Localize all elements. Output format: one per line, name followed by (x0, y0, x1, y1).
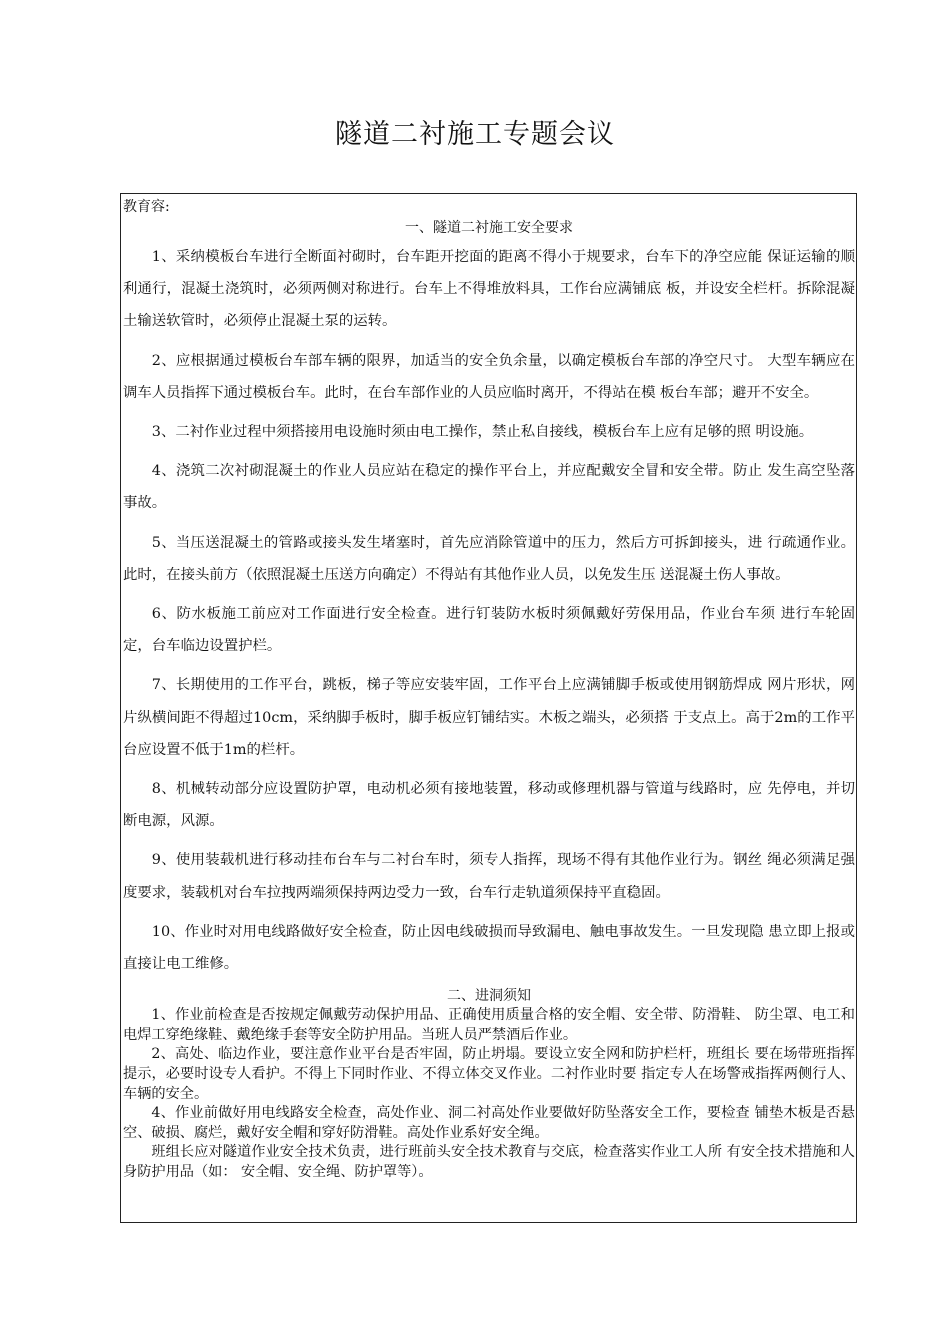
paragraph: 3、二衬作业过程中须搭接用电设施时须由电工操作，禁止私自接线，模板台车上应有足够的照 明设施。 (151, 424, 814, 441)
section-tunnel-entry-notice (123, 987, 855, 1182)
paragraph: 5、当压送混凝土的管路或接头发生堵塞时，首先应消除管道中的压力，然后方可拆卸接头，进 行疏通作业。此时，在接头前方（依照混凝土压送方向确定）不得站有其他作业人员，以免发生压 送混凝土伤人事故。 (123, 534, 855, 583)
content-box (120, 193, 857, 1223)
page-title: 隧道二衬施工专题会议 (335, 119, 615, 150)
section-heading: 一、隧道二衬施工安全要求 (405, 220, 573, 236)
paragraph: 4、作业前做好用电线路安全检查，高处作业、洞二衬高处作业要做好防坠落安全工作，要检查 铺垫木板是否悬空、破损、腐烂，戴好安全帽和穿好防滑鞋。高处作业系好安全绳。 (123, 1105, 855, 1141)
paragraph: 班组长应对隧道作业安全技术负责，进行班前头安全技术教育与交底，检查落实作业工人所 有安全技术措施和人身防护用品（如： 安全帽、安全绳、防护罩等）。 (123, 1144, 855, 1181)
content-label: 教育容: (123, 199, 170, 215)
section-safety-requirements (123, 219, 855, 980)
paragraph: 4、浇筑二次衬砌混凝土的作业人员应站在稳定的操作平台上，并应配戴安全冒和安全带。防止 发生高空坠落事故。 (123, 463, 855, 512)
paragraph: 2、应根据通过模板台车部车辆的限界，加适当的安全负余量，以确定模板台车部的净空尺寸。 大型车辆应在调车人员指挥下通过模板台车。此时，在台车部作业的人员应临时离开，不得站在模 板台车部；避开不安全。 (123, 352, 855, 401)
paragraph: 2、高处、临边作业，要注意作业平台是否牢固，防止坍塌。要设立安全网和防护栏杆，班组长 要在场带班指挥提示，必要时设专人看护。不得上下同时作业、不得立体交叉作业。二衬作业时要 指定专人在场警戒指挥两侧行人、车辆的安全。 (123, 1046, 855, 1102)
paragraph: 1、作业前检查是否按规定佩戴劳动保护用品、正确使用质量合格的安全帽、安全带、防滑鞋、 防尘罩、电工和电焊工穿绝缘鞋、戴绝缘手套等安全防护用品。当班人员严禁酒后作业。 (123, 1007, 855, 1043)
paragraph: 7、长期使用的工作平台，跳板，梯子等应安装牢固，工作平台上应满铺脚手板或使用钢筋焊成 网片形状，网片纵横间距不得超过10cm，采纳脚手板时，脚手板应钉铺结实。木板之端头，必须搭 于支点上。高于2m的工作平台应设置不低于1m的栏杆。 (123, 677, 855, 758)
paragraph: 10、作业时对用电线路做好安全检查，防止因电线破损而导致漏电、触电事故发生。一旦发现隐 患立即上报或直接让电工维修。 (123, 923, 855, 973)
section-heading: 二、进洞须知 (447, 988, 531, 1005)
paragraph: 6、防水板施工前应对工作面进行安全检查。进行钉装防水板时须佩戴好劳保用品，作业台车须 进行车轮固定，台车临边设置护栏。 (123, 606, 855, 655)
paragraph: 8、机械转动部分应设置防护罩，电动机必须有接地装置，移动或修理机器与管道与线路时，应 先停电，并切断电源，风源。 (123, 781, 855, 830)
paragraph: 1、采纳模板台车进行全断面衬砌时，台车距开挖面的距离不得小于规要求，台车下的净空应能 保证运输的顺利通行，混凝土浇筑时，必须两侧对称进行。台车上不得堆放料具，工作台应满铺底 板，并设安全栏杆。拆除混凝土输送软管时，必须停止混凝土泵的运转。 (123, 249, 856, 330)
paragraph: 9、使用装载机进行移动挂布台车与二衬台车时，须专人指挥，现场不得有其他作业行为。钢丝 绳必须满足强度要求，装载机对台车拉拽两端须保持两边受力一致，台车行走轨道须保持平直稳固。 (123, 852, 855, 901)
